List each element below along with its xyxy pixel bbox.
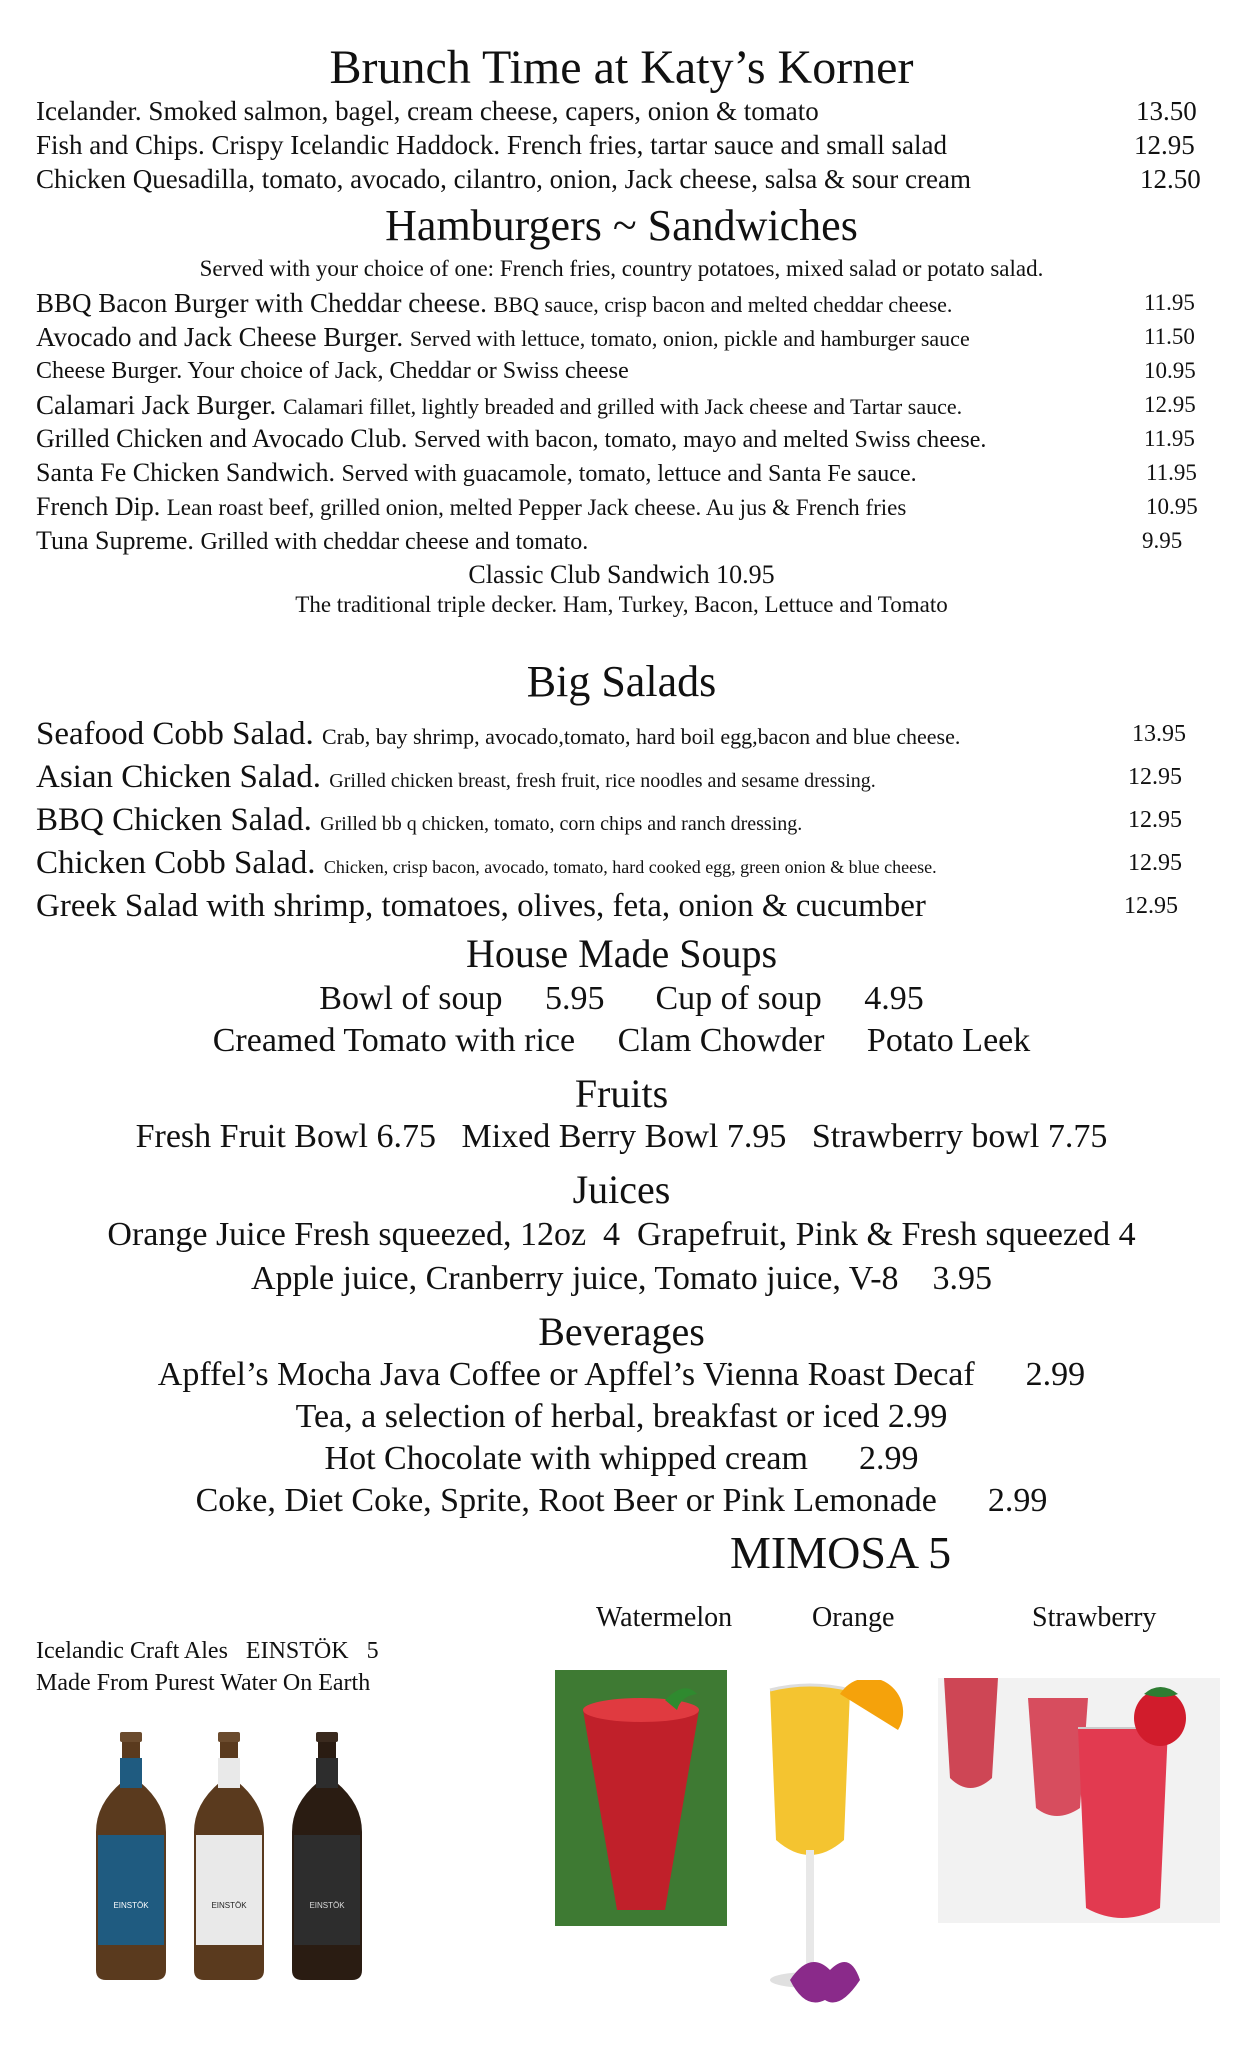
item-price: 12.50 [1140, 164, 1201, 194]
item-name: Grilled Chicken and Avocado Club. [36, 424, 408, 453]
hamburgers-note: Served with your choice of one: French fries, country potatoes, mixed salad or potato salad. [199, 256, 1044, 281]
item-price: 12.95 [1128, 764, 1182, 790]
item-desc: Grilled bb q chicken, tomato, corn chips and ranch dressing. [320, 813, 803, 835]
item-price: 12.95 [1134, 130, 1195, 160]
beer-bottle-white-ale [194, 1732, 264, 1980]
mimosa-title: MIMOSA 5 [730, 1527, 952, 1578]
section-heading-salads: Big Salads [526, 657, 717, 706]
item-name: Santa Fe Chicken Sandwich. [36, 458, 335, 487]
item-name: Chicken Cobb Salad. [36, 845, 316, 881]
section-heading-soups: House Made Soups [465, 931, 778, 976]
item-name: Tuna Supreme. [36, 526, 194, 555]
beverage-line: Coke, Diet Coke, Sprite, Root Beer or Pink Lemonade 2.99 [195, 1482, 1048, 1519]
item-name: BBQ Bacon Burger with Cheddar cheese. [36, 288, 487, 318]
orange-mimosa-image [760, 1680, 910, 2020]
item-price: 9.95 [1142, 528, 1183, 553]
section-heading-juices: Juices [572, 1167, 671, 1212]
item-price: 11.95 [1144, 426, 1195, 451]
fruits-line: Fresh Fruit Bowl 6.75 Mixed Berry Bowl 7.95 Strawberry bowl 7.75 [135, 1118, 1108, 1155]
item-name: Icelander. Smoked salmon, bagel, cream cheese, capers, onion & tomato [36, 96, 819, 126]
bottle-brand: EINSTÖK [211, 1901, 247, 1910]
item-price: 11.95 [1146, 460, 1197, 485]
mimosa-flavor-orange: Orange [812, 1602, 895, 1633]
salad-item [36, 757, 1211, 797]
item-price: 13.50 [1136, 96, 1197, 126]
menu-item [36, 492, 1211, 522]
item-name: French Dip. [36, 492, 161, 521]
section-heading-fruits: Fruits [574, 1071, 669, 1116]
item-price: 12.95 [1128, 807, 1182, 833]
menu-item [36, 424, 1211, 454]
item-price: 10.95 [1144, 358, 1196, 383]
item-price: 11.50 [1144, 324, 1195, 349]
item-price: 13.95 [1132, 721, 1186, 747]
brunch-item-fish-and-chips [36, 130, 1211, 160]
item-price: 10.95 [1146, 494, 1198, 519]
beverage-line: Hot Chocolate with whipped cream 2.99 [324, 1440, 919, 1477]
beer-bottles-image [90, 1730, 380, 1985]
menu-item [36, 288, 1211, 318]
soup-prices: Bowl of soup 5.95 Cup of soup 4.95 [319, 980, 924, 1017]
item-name: BBQ Chicken Salad. [36, 802, 312, 838]
item-name: Fish and Chips. Crispy Icelandic Haddock. French fries, tartar sauce and small salad [36, 130, 947, 160]
item-desc: Grilled chicken breast, fresh fruit, rice noodles and sesame dressing. [329, 770, 876, 792]
item-desc: Served with bacon, tomato, mayo and melted Swiss cheese. [413, 427, 987, 453]
ales-line-1: Icelandic Craft Ales EINSTÖK 5 [36, 1638, 379, 1664]
bottle-brand: EINSTÖK [113, 1901, 149, 1910]
section-heading-hamburgers: Hamburgers ~ Sandwiches [385, 201, 858, 250]
beverage-line: Tea, a selection of herbal, breakfast or iced 2.99 [295, 1398, 948, 1435]
beer-bottle-toasted-porter [292, 1732, 362, 1980]
menu-title: Brunch Time at Katy’s Korner [329, 41, 914, 94]
menu-item [36, 526, 1211, 556]
menu-item [36, 458, 1211, 488]
juices-line-2: Apple juice, Cranberry juice, Tomato juice, V-8 3.95 [250, 1260, 993, 1297]
item-price: 12.95 [1128, 850, 1182, 876]
item-name: Cheese Burger. [36, 358, 183, 384]
salad-item [36, 714, 1211, 754]
mimosa-flavor-strawberry: Strawberry [1032, 1602, 1157, 1633]
item-price: 11.95 [1144, 290, 1195, 315]
bottle-brand: EINSTÖK [309, 1901, 345, 1910]
salad-item [36, 886, 1211, 926]
item-desc: BBQ sauce, crisp bacon and melted cheddar cheese. [493, 292, 953, 317]
item-desc: Served with lettuce, tomato, onion, pickle and hamburger sauce [409, 326, 970, 351]
item-name: Avocado and Jack Cheese Burger. [36, 322, 404, 352]
club-sandwich-desc: The traditional triple decker. Ham, Turkey, Bacon, Lettuce and Tomato [295, 592, 948, 617]
item-desc: Chicken, crisp bacon, avocado, tomato, hard cooked egg, green onion & blue cheese. [323, 857, 937, 877]
watermelon-mimosa-image [555, 1670, 727, 1926]
item-desc: Your choice of Jack, Cheddar or Swiss cheese [187, 358, 629, 384]
item-price: 12.95 [1144, 392, 1196, 417]
section-heading-beverages: Beverages [538, 1309, 705, 1354]
salad-item [36, 843, 1211, 883]
club-sandwich-title: Classic Club Sandwich 10.95 [468, 560, 775, 589]
juices-line-1: Orange Juice Fresh squeezed, 12oz 4 Grapefruit, Pink & Fresh squeezed 4 [107, 1216, 1136, 1253]
beer-bottle-pale-ale [96, 1732, 166, 1980]
soup-types: Creamed Tomato with rice Clam Chowder Potato Leek [212, 1022, 1031, 1059]
menu-item [36, 322, 1211, 352]
brunch-item-quesadilla [36, 164, 1211, 194]
item-name: Seafood Cobb Salad. [36, 716, 314, 752]
item-name: Greek Salad with shrimp, tomatoes, olives, feta, onion & cucumber [36, 888, 926, 924]
item-desc: Lean roast beef, grilled onion, melted Pepper Jack cheese. Au jus & French fries [166, 495, 907, 520]
item-desc: Calamari fillet, lightly breaded and grilled with Jack cheese and Tartar sauce. [282, 394, 963, 419]
menu-item [36, 356, 1211, 386]
item-desc: Served with guacamole, tomato, lettuce and Santa Fe sauce. [341, 461, 917, 487]
item-desc: Grilled with cheddar cheese and tomato. [200, 529, 589, 555]
beverage-line: Apffel’s Mocha Java Coffee or Apffel’s Vienna Roast Decaf 2.99 [157, 1356, 1086, 1393]
salad-item [36, 800, 1211, 840]
brunch-item-icelander [36, 96, 1211, 126]
strawberry-mimosa-image [938, 1678, 1220, 1923]
mimosa-flavor-watermelon: Watermelon [596, 1602, 733, 1633]
item-desc: Crab, bay shrimp, avocado,tomato, hard boil egg,bacon and blue cheese. [321, 724, 961, 749]
ales-line-2: Made From Purest Water On Earth [36, 1670, 371, 1696]
item-price: 12.95 [1124, 893, 1178, 919]
item-name: Calamari Jack Burger. [36, 390, 277, 420]
menu-item [36, 390, 1211, 420]
item-name: Asian Chicken Salad. [36, 759, 322, 795]
item-name: Chicken Quesadilla, tomato, avocado, cilantro, onion, Jack cheese, salsa & sour cream [36, 164, 971, 194]
